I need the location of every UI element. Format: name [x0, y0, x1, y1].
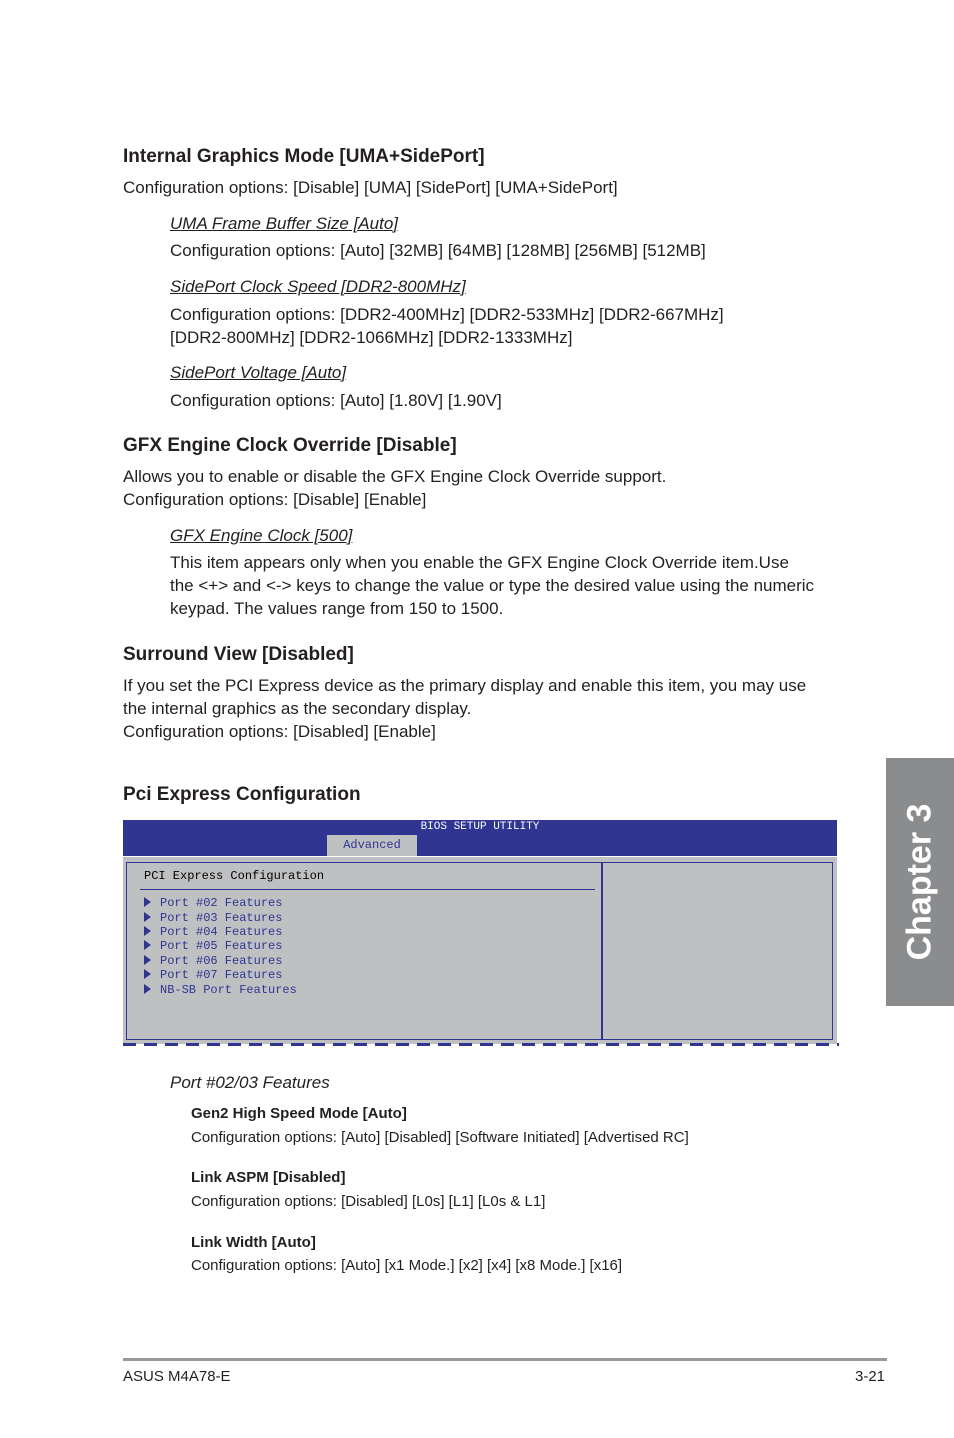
bios-menu-item-label: Port #04 Features [160, 925, 283, 939]
link-aspm-options: Configuration options: [Disabled] [L0s] [L1] [L0s & L1] [191, 1193, 546, 1210]
bios-dashed-divider [123, 1043, 839, 1046]
subheading-port-02-03-features: Port #02/03 Features [170, 1073, 330, 1092]
gfx-clock-desc-line3: keypad. The values range from 150 to 1500. [170, 599, 504, 618]
triangle-right-icon [144, 969, 151, 979]
bios-menu-item-label: Port #05 Features [160, 939, 283, 953]
gfx-override-desc-line1: Allows you to enable or disable the GFX Engine Clock Override support. [123, 467, 667, 486]
bios-title: BIOS SETUP UTILITY [420, 821, 540, 833]
bios-menu-item-label: Port #07 Features [160, 968, 283, 982]
bios-menu-item-label: NB-SB Port Features [160, 983, 297, 997]
bios-menu-item-port-06[interactable] [144, 954, 282, 968]
bios-tab-advanced[interactable]: Advanced [327, 835, 417, 856]
bios-body [123, 857, 837, 1044]
surround-view-desc-line2: the internal graphics as the secondary display. [123, 699, 472, 718]
bios-menu-item-port-05[interactable] [144, 939, 282, 953]
chapter-tab [886, 758, 954, 1006]
triangle-right-icon [144, 912, 151, 922]
surround-view-desc-line3: Configuration options: [Disabled] [Enable] [123, 722, 436, 741]
heading-gfx-engine-clock-override: GFX Engine Clock Override [Disable] [123, 435, 457, 456]
bios-panel-title: PCI Express Configuration [144, 869, 325, 883]
gfx-override-desc-line2: Configuration options: [Disable] [Enable] [123, 490, 427, 509]
gfx-clock-desc-line2: the <+> and <-> keys to change the value or type the desired value using the numeric [170, 576, 815, 595]
footer-divider [123, 1358, 887, 1361]
heading-internal-graphics-mode: Internal Graphics Mode [UMA+SidePort] [123, 146, 485, 167]
link-width-options: Configuration options: [Auto] [x1 Mode.] [x2] [x4] [x8 Mode.] [x16] [191, 1257, 623, 1274]
gfx-clock-desc-line1: This item appears only when you enable the GFX Engine Clock Override item.Use [170, 553, 789, 572]
heading-link-width: Link Width [Auto] [191, 1234, 316, 1251]
bios-menu-item-port-04[interactable] [144, 925, 282, 939]
bios-menu-item-port-03[interactable] [144, 911, 282, 925]
sideport-clock-options-line1: Configuration options: [DDR2-400MHz] [DDR2-533MHz] [DDR2-667MHz] [170, 305, 724, 324]
sideport-voltage-options: Configuration options: [Auto] [1.80V] [1.90V] [170, 391, 502, 410]
bios-panel-divider [140, 889, 595, 890]
subheading-uma-frame-buffer: UMA Frame Buffer Size [Auto] [170, 214, 398, 233]
bios-menu-item-nb-sb-port[interactable] [144, 983, 297, 997]
triangle-right-icon [144, 984, 151, 994]
subheading-sideport-voltage: SidePort Voltage [Auto] [170, 363, 347, 382]
heading-link-aspm: Link ASPM [Disabled] [191, 1169, 346, 1186]
heading-gen2-high-speed-mode: Gen2 High Speed Mode [Auto] [191, 1105, 407, 1122]
chapter-tab-label: Chapter 3 [900, 803, 939, 961]
footer-page-number: 3-21 [855, 1368, 886, 1385]
bios-menu-item-label: Port #03 Features [160, 911, 283, 925]
subheading-gfx-engine-clock: GFX Engine Clock [500] [170, 526, 353, 545]
bios-header [123, 820, 837, 856]
bios-menu-item-port-02[interactable] [144, 896, 282, 910]
surround-view-desc-line1: If you set the PCI Express device as the primary display and enable this item, you may use [123, 676, 807, 695]
triangle-right-icon [144, 940, 151, 950]
gen2-high-speed-options: Configuration options: [Auto] [Disabled] [Software Initiated] [Advertised RC] [191, 1129, 689, 1146]
footer-product-name: ASUS M4A78-E [123, 1368, 231, 1385]
bios-menu-item-port-07[interactable] [144, 968, 282, 982]
uma-frame-buffer-options: Configuration options: [Auto] [32MB] [64MB] [128MB] [256MB] [512MB] [170, 241, 706, 260]
triangle-right-icon [144, 897, 151, 907]
bios-menu-item-label: Port #06 Features [160, 954, 283, 968]
bios-menu-item-label: Port #02 Features [160, 896, 283, 910]
triangle-right-icon [144, 955, 151, 965]
internal-graphics-options: Configuration options: [Disable] [UMA] [SidePort] [UMA+SidePort] [123, 178, 618, 197]
subheading-sideport-clock: SidePort Clock Speed [DDR2-800MHz] [170, 277, 466, 296]
heading-surround-view: Surround View [Disabled] [123, 644, 354, 665]
triangle-right-icon [144, 926, 151, 936]
heading-pci-express-configuration: Pci Express Configuration [123, 784, 361, 805]
bios-left-panel [126, 862, 602, 1040]
bios-help-panel [602, 862, 833, 1040]
sideport-clock-options-line2: [DDR2-800MHz] [DDR2-1066MHz] [DDR2-1333MHz] [170, 328, 573, 347]
